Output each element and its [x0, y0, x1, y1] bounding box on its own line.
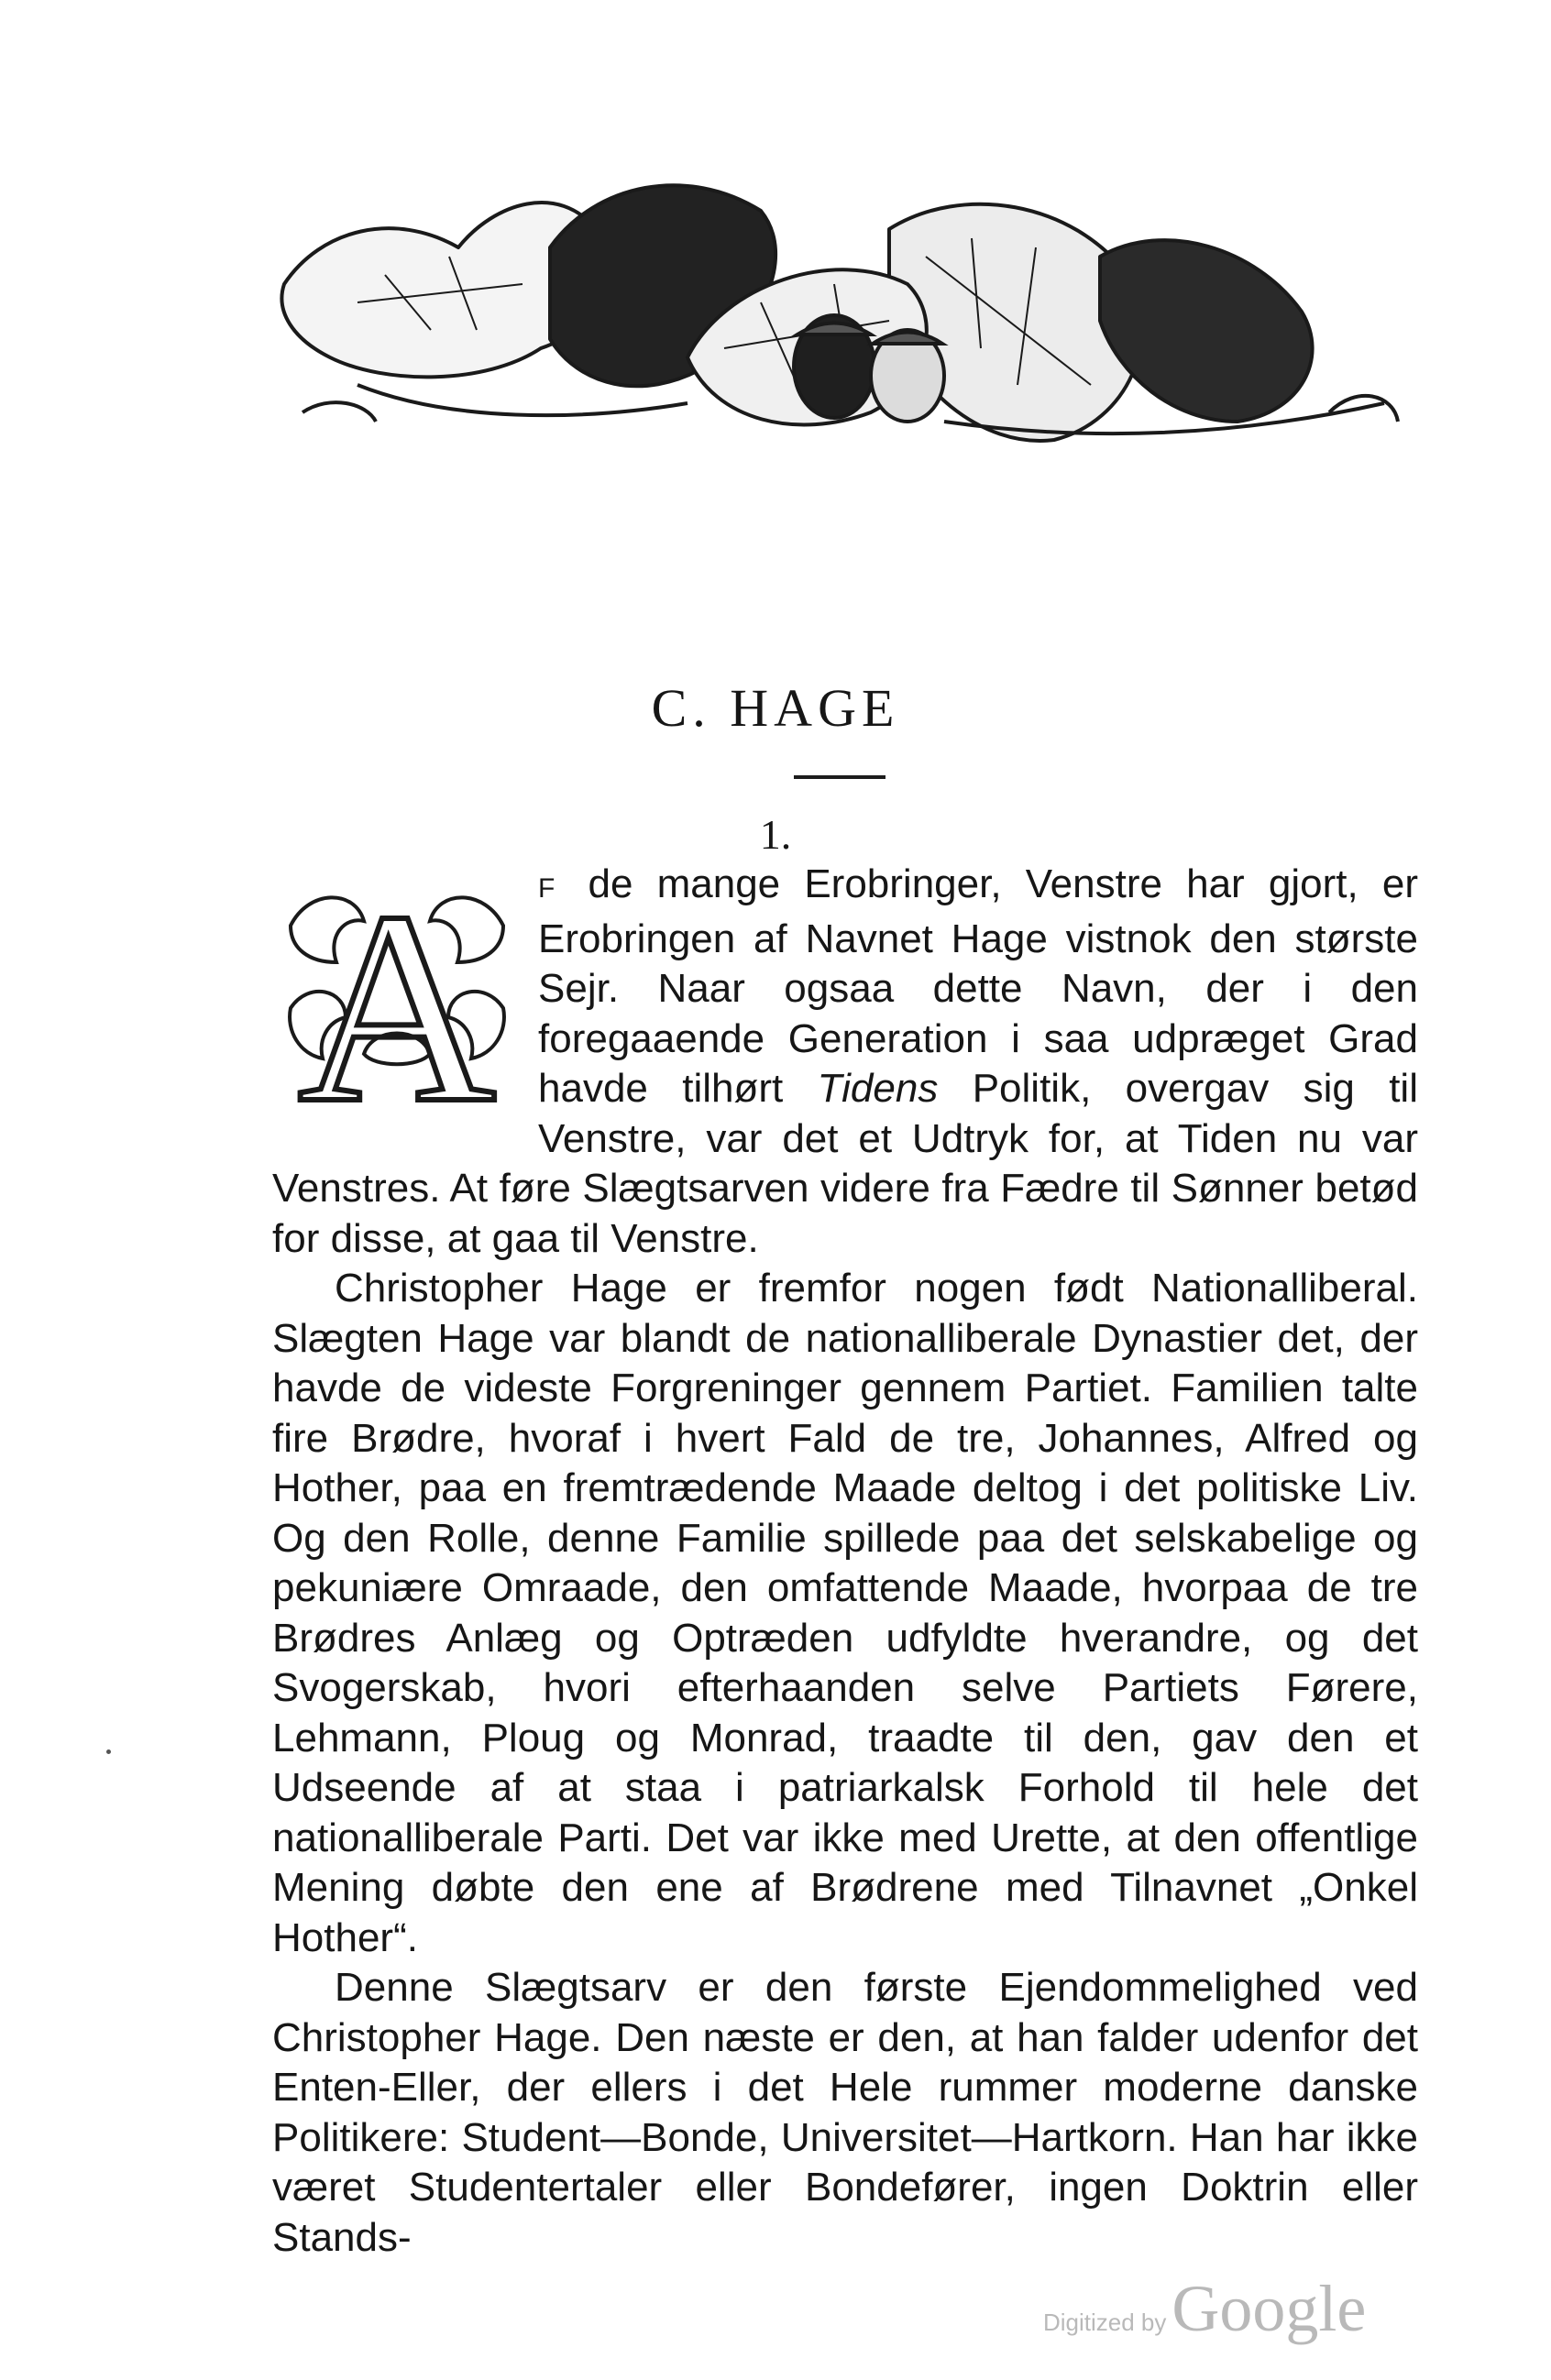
- watermark-prefix: Digitized by: [1043, 2309, 1167, 2336]
- dropcap-letter: A: [297, 871, 497, 1116]
- section-number: 1.: [759, 811, 792, 858]
- digitized-watermark: [1043, 2271, 1373, 2344]
- page-title: C. HAGE: [651, 678, 900, 738]
- title-rule: [794, 775, 886, 779]
- paragraph-1-italic-word: Tidens: [817, 1066, 939, 1111]
- paragraph-3: Denne Slægtsarv er den første Ejendommelighed ved Christopher Hage. Den næste er den, at han falder udenfor det Enten-Eller, der ellers i det Hele rummer moderne danske Politikere: Student—Bonde, Universitet—Hartkorn. Han har ikke været Studentertaler eller Bondefører, ingen Doktrin eller Stands-: [272, 1965, 1418, 2260]
- paragraph-2: Christopher Hage er fremfor nogen født Nationalliberal. Slægten Hage var blandt de nationalliberale Dynastier det, der havde de videste Forgreninger gennem Partiet. Familien talte fire Brødre, hvoraf i hvert Fald de tre, Johannes, Alfred og Hother, paa en fremtrædende Maade deltog i det politiske Liv. Og den Rolle, denne Familie spillede paa det selskabelige og pekuniære Omraade, den omfattende Maade, hvorpaa de tre Brødres Anlæg og Optræden udfyldte hverandre, og det Svogerskab, hvori efterhaanden selve Partiets Førere, Lehmann, Ploug og Monrad, traadte til den, gav den et Udseende af at staa i patriarkalsk Forhold til hele det nationalliberale Parti. Det var ikke med Urette, at den offentlige Mening døbte den ene af Brødrene med Tilnavnet „Onkel Hother“.: [272, 1266, 1418, 1960]
- paragraph-1-part-2: Politik, overgav sig til Venstre, var det et Udtryk for, at Tiden nu var Venstres. At føre Slægtsarven videre fra Fædre til Sønner betød for disse, at gaa til Venstre.: [272, 1066, 1418, 1261]
- paragraph-1-lead: F: [538, 873, 557, 904]
- body-text: [272, 860, 1418, 2263]
- scan-speck: [106, 1749, 111, 1754]
- oak-leaves-and-acorns-icon: [248, 147, 1421, 477]
- ornamental-dropcap-a-icon: [272, 871, 522, 1116]
- paragraph-1-part-1: de mange Erobringer, Venstre har gjort, er Erobringen af Navnet Hage vistnok den største Sejr. Naar ogsaa dette Navn, der i den foregaaende Generation i saa udpræget Grad havde tilhørt: [538, 861, 1418, 1111]
- watermark-brand: Google: [1172, 2272, 1367, 2345]
